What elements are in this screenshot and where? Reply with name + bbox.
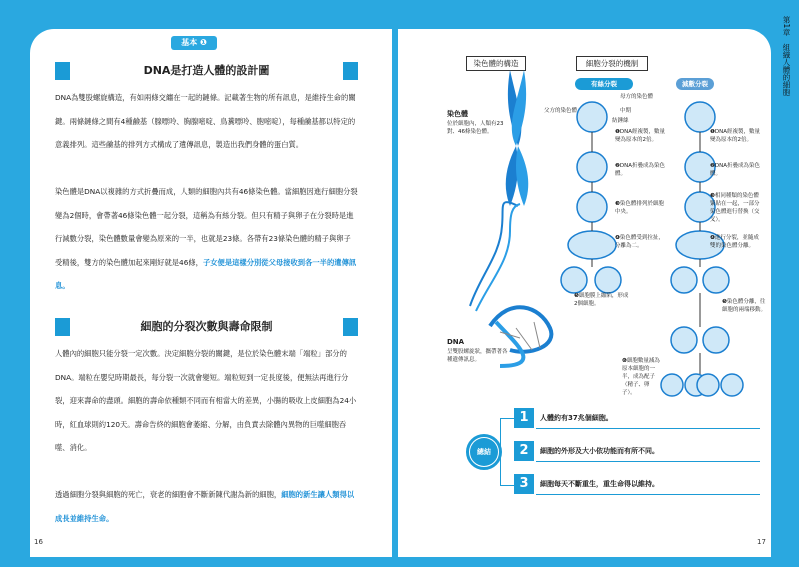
- meiosis-label: 減數分裂: [676, 78, 714, 90]
- section1-highlight: 子女便是這樣分別從父母接收到各一半的遺傳訊息。: [55, 257, 357, 290]
- mitosis-step5: ❺細胞膜上縮陷，形成2個細胞。: [574, 293, 629, 307]
- section2-title: 細胞的分裂次數與壽命限制: [70, 318, 343, 336]
- chromosome-label: 染色體: [447, 110, 468, 118]
- part-label-centromere: 中期: [620, 108, 632, 114]
- summary-item-1: 1 人體約有37兆個細胞。: [514, 408, 760, 428]
- section-tab: 基本 ❶: [171, 36, 217, 50]
- meiosis-step4: ❹進行分裂，並隨成雙的染色體分離。: [710, 235, 759, 249]
- section2-header: [55, 318, 358, 338]
- chapter-side-title: 第1章 組織人體的細胞: [782, 16, 791, 96]
- meiosis-step1: ❶DNA經複製，數量變為原本的2倍。: [710, 129, 761, 143]
- summary-item-3-text: 細胞每天不斷重生，重生命得以維持。: [536, 474, 760, 495]
- section1-paragraph2: 染色體是DNA以複雜的方式折疊而成，人類的細胞內共有46條染色體。當細胞因進行細胞分裂變為2個時，會帶著46條染色體一起分裂，這稱為有絲分裂。但只有精子與卵子在分裂時是進行減數分裂，染色體數量會變為原來的一半，也就是23條。各帶有23條染色體的精子與卵子受精後，雙方的染色體加起來剛好就是46條，子女便是這樣分別從父母接收到各一半的遺傳訊息。: [55, 187, 358, 290]
- summary-label: 總結: [470, 438, 498, 466]
- division-mechanism-title: 細胞分裂的機制: [576, 56, 648, 71]
- meiosis-step2: ❷DNA折疊成為染色體。: [710, 163, 761, 177]
- mitosis-step1: ❶DNA經複製，數量變為原本的2倍。: [615, 129, 666, 143]
- meiosis-step6: ❻細胞數量減為原本細胞的一半，成為配子（精子、卵子）。: [622, 358, 660, 396]
- chromosome-structure-title: 染色體的構造: [466, 56, 526, 71]
- section2-highlight: 細胞的新生讓人類得以成長並維持生命。: [55, 490, 355, 523]
- summary-item-3: 3 細胞每天不斷重生，重生命得以維持。: [514, 474, 760, 494]
- mitosis-step2: ❷DNA折疊成為染色體。: [615, 163, 666, 177]
- chromosome-desc: 位於細胞內，人類有23對、46條染色體。: [447, 121, 504, 135]
- part-label-paternal: 父方的染色體: [544, 108, 578, 114]
- page-number-right: 17: [757, 538, 766, 546]
- section2-paragraph1: 人體內的細胞只能分裂一定次數。決定細胞分裂的關鍵，是位於染色體末端「端粒」部分的DNA。端粒在嬰兒時期最長，每分裂一次就會變短。端粒短到一定長度後，便無法再進行分裂，迎來壽命的盡頭。細胞的壽命依種類不同而有相當大的差異，小腸的吸收上皮細胞為24小時，紅血球則約120天。壽命告終的細胞會萎縮、分解，由負責去除體內異物的巨噬細胞吞噬、消化。: [55, 349, 357, 452]
- section1-header: [55, 62, 358, 82]
- dna-label: DNA: [447, 338, 465, 346]
- meiosis-step5: ❺染色體分離，往細胞的兩端移動。: [722, 299, 767, 313]
- mitosis-label: 有絲分裂: [575, 78, 633, 90]
- part-label-maternal: 母方的染色體: [620, 94, 654, 100]
- mitosis-step4: ❹染色體受到拉扯，分離為二。: [615, 235, 664, 249]
- section1-paragraph1: DNA為雙股螺旋構造，有如兩條交纏在一起的鏈條。記載著生物的所有訊息，是維持生命的關鍵。兩條鏈條之間有4種鹼基（腺嘌呤、胸腺嘧啶、鳥糞嘌呤、胞嘧啶），每種鹼基都以特定的意義排列。這些鹼基的排列方式構成了遺傳訊息，製造出我們身體的蛋白質。: [55, 93, 356, 149]
- meiosis-step3: ❸相同種類的染色體緊貼在一起，一部分染色體進行替換（交叉）。: [710, 193, 760, 223]
- section1-title: DNA是打造人體的設計圖: [70, 62, 343, 80]
- summary-item-2-text: 細胞的外形及大小依功能而有所不同。: [536, 441, 760, 462]
- summary-item-2: 2 細胞的外形及大小依功能而有所不同。: [514, 441, 760, 461]
- section2-paragraph2: 透過細胞分裂與細胞的死亡，衰老的細胞會不斷新陳代謝為新的細胞，細胞的新生讓人類得以成長並維持生命。: [55, 490, 355, 523]
- mitosis-step3: ❸染色體排列於細胞中央。: [615, 201, 664, 215]
- page-number-left: 16: [34, 538, 43, 546]
- dna-desc: 呈雙股螺旋狀，攜帶著各種遺傳訊息。: [447, 349, 508, 363]
- summary-item-1-text: 人體約有37兆個細胞。: [536, 408, 760, 429]
- summary-bracket: [500, 418, 515, 486]
- part-label-spindle: 紡錘絲: [612, 118, 629, 124]
- chromosome-dna-illustration: [440, 66, 570, 396]
